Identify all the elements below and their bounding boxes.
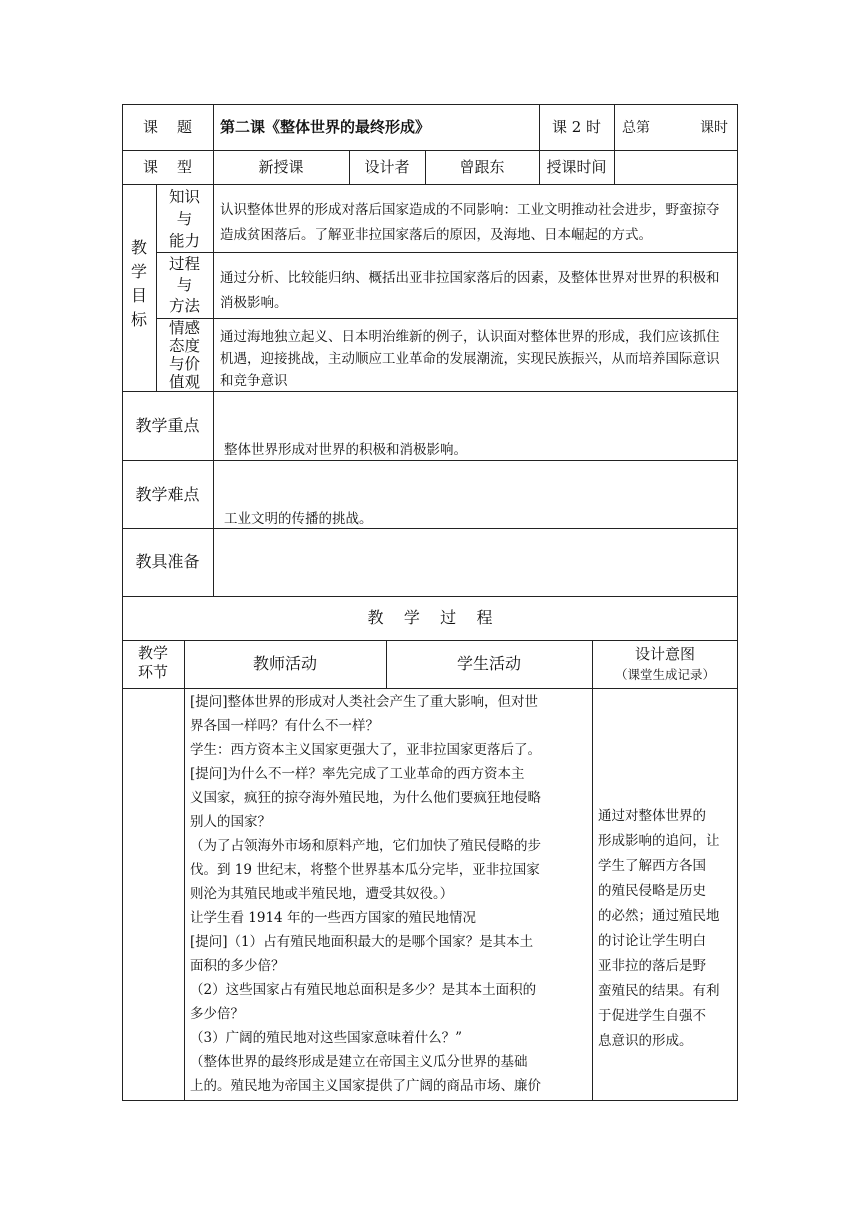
time-label: 授课时间 [546,158,607,176]
intent-line: 的讨论让学生明白 [598,933,706,949]
goal-label-line: 与 [176,210,193,228]
col-header-line: 教学 [137,644,168,662]
col-header-intent [592,643,738,685]
total-suffix: 课时 [700,120,728,136]
rule [213,184,214,391]
teacher-line: （为了占领海外市场和原料产地，它们加快了殖民侵略的步 [190,838,541,854]
goal-label-line: 与价 [168,355,200,373]
type-value: 新授课 [258,158,304,176]
goal-label-line: 知识 [168,188,200,206]
goal-label-line: 能力 [168,232,200,250]
teacher-line: 义国家，疯狂的掠夺海外殖民地，为什么他们要疯狂地侵略 [190,790,541,806]
rule [122,688,738,689]
goal-text-emotion: 通过海地独立起义、日本明治维新的例子，认识面对整体世界的形成，我们应该抓住机遇，迎接挑战，主动顺应工业革命的发展潮流，实现民族振兴，从而培养国际意识和竞争意识 [220,329,720,389]
rule [213,391,214,596]
intent-line: 息意识的形成。 [598,1033,693,1049]
goal-label-line: 态度 [168,337,200,355]
teacher-line: 界各国一样吗？有什么不一样？ [190,718,379,734]
type-label: 课 型 [142,158,193,176]
teacher-line: [提问]为什么不一样？率先完成了工业革命的西方资本主 [190,766,525,782]
col-header-teacher: 教师活动 [252,654,317,673]
process-title: 教 学 过 程 [367,608,493,627]
teacher-line: 学生：西方资本主义国家更强大了，亚非拉国家更落后了。 [190,742,541,758]
intent-line: 蛮殖民的结果。有利 [598,983,720,999]
goal-label-line: 与 [176,276,193,294]
teacher-line: 多少倍？ [190,1006,244,1022]
materials-label: 教具准备 [135,552,200,571]
hours-value: 课 2 时 [551,118,602,136]
goal-text-process: 通过分析、比较能归纳、概括出亚非拉国家落后的因素，及整体世界对世界的积极和消极影响。 [220,270,720,311]
intent-line: 的必然；通过殖民地 [598,908,720,924]
difficult-points-label: 教学难点 [135,485,200,504]
goals-label-char: 教 [130,238,147,257]
teacher-line: （整体世界的最终形成是建立在帝国主义瓜分世界的基础 [190,1054,528,1070]
goal-label-line: 过程 [168,255,200,273]
rule [122,1100,738,1101]
lesson-plan-table [122,104,738,1101]
key-points-text: 整体世界形成对世界的积极和消极影响。 [224,442,467,458]
rule [122,150,738,151]
key-points-label: 教学重点 [135,416,200,435]
goals-label-char: 目 [130,286,147,305]
teacher-line: 别人的国家？ [190,814,271,830]
goal-label-knowledge [156,186,213,252]
intent-line: 于促进学生自强不 [598,1008,706,1024]
rule [122,184,738,185]
topic-label: 课 题 [142,118,193,136]
rule [122,640,738,641]
col-header-line: 设计意图 [634,645,695,663]
goal-text-knowledge: 认识整体世界的形成对落后国家造成的不同影响：工业文明推动社会进步，野蛮掠夺造成贫困落后。了解亚非拉国家落后的原因，及海地、日本崛起的方式。 [220,202,720,243]
teacher-line: [提问]整体世界的形成对人类社会产生了重大影响，但对世 [190,694,539,710]
intent-line: 学生了解西方各国 [598,858,706,874]
teacher-line: （2）这些国家占有殖民地总面积是多少？是其本土面积的 [190,982,537,998]
teacher-line: [提问]（1）占有殖民地面积最大的是哪个国家？是其本土 [190,934,534,950]
goal-label-line: 值观 [168,373,200,391]
rule [122,528,738,529]
intent-line: 的殖民侵略是历史 [598,883,706,899]
col-header-line: （课堂生成记录） [614,667,715,682]
rule [184,640,185,1100]
teacher-line: 面积的多少倍？ [190,958,285,974]
designer-value: 曾跟东 [459,158,505,176]
col-header-stage [122,644,184,682]
rule [592,640,593,1100]
goals-label [122,236,156,332]
total-label: 总第 [622,120,650,136]
col-header-student: 学生活动 [456,654,521,673]
design-intent [598,804,734,1054]
goal-label-line: 方法 [168,297,200,315]
teacher-line: （3）广阔的殖民地对这些国家意味着什么？” [190,1030,462,1046]
goal-label-line: 情感 [168,319,200,337]
teacher-activity [190,690,588,1098]
intent-line: 亚非拉的落后是野 [598,958,706,974]
rule [122,596,738,597]
rule [156,252,738,253]
designer-label: 设计者 [364,158,410,176]
intent-line: 形成影响的追问，让 [598,833,720,849]
rule [737,104,738,1101]
difficult-points-text: 工业文明的传播的挑战。 [224,511,373,527]
goals-label-char: 学 [130,262,147,281]
teacher-line: 上的。殖民地为帝国主义国家提供了广阔的商品市场、廉价 [190,1078,541,1094]
goal-label-emotion [156,319,213,391]
teacher-line: 让学生看 1914 年的一些西方国家的殖民地情况 [190,910,476,926]
goal-label-process [156,254,213,317]
rule [156,318,738,319]
rule [614,104,615,184]
topic-value: 第二课《整体世界的最终形成》 [220,118,431,136]
rule [122,104,738,105]
intent-line: 通过对整体世界的 [598,808,706,824]
goals-label-char: 标 [130,310,147,329]
teacher-line: 则沦为其殖民地或半殖民地，遭受其奴役。） [190,886,454,902]
teacher-line: 伐。到 19 世纪末，将整个世界基本瓜分完毕，亚非拉国家 [190,862,540,878]
col-header-line: 环节 [137,663,168,681]
